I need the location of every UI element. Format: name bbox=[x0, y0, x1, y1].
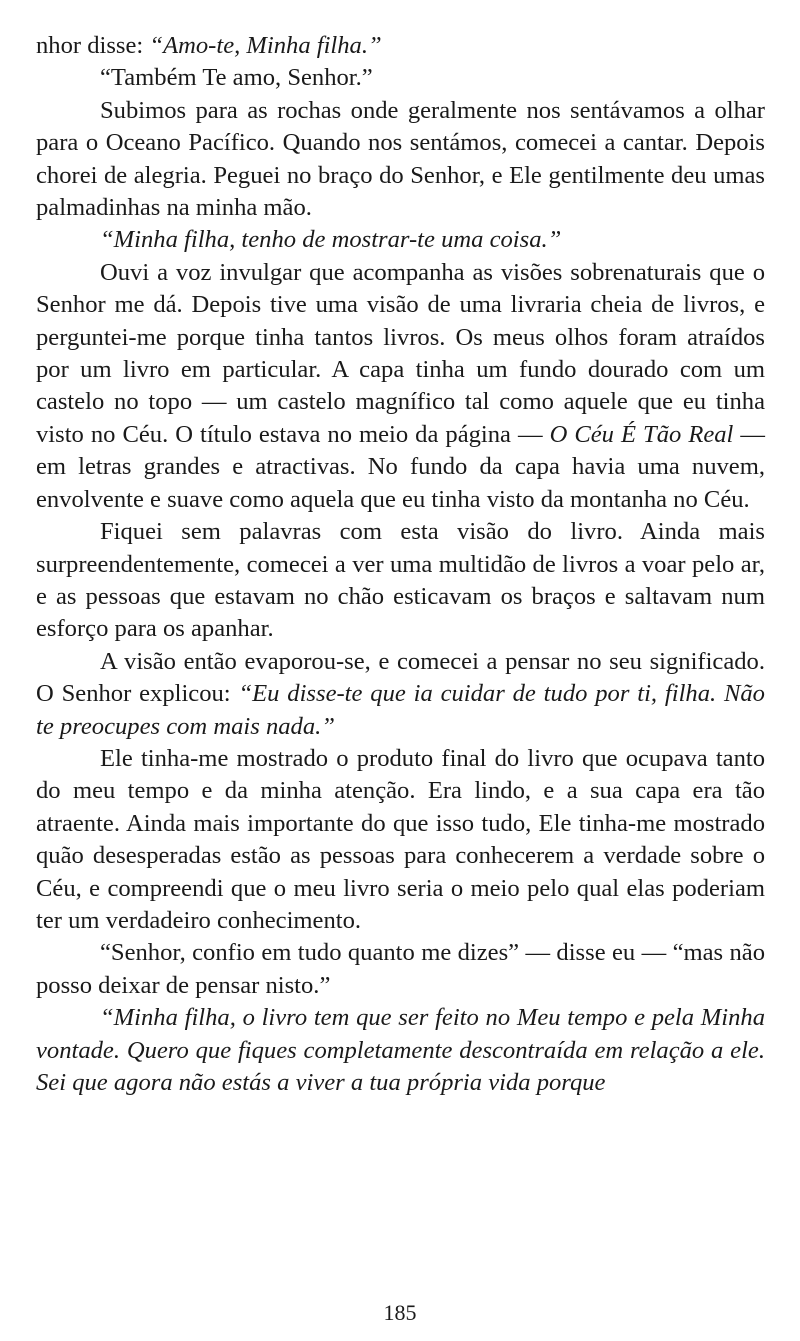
paragraph bbox=[36, 62, 765, 94]
text-span-italic: “Minha filha, o livro tem que ser feito no Meu tempo e pela Minha vontade. Quero que fiques completamente descontraída em relação a ele. Sei que agora não estás a viver a tua própria vida porque bbox=[36, 1004, 765, 1096]
text-span: — em letras grandes e atractivas. No fundo da capa havia uma nuvem, envolvente e suave como aquela que eu tinha visto da montanha no Céu. bbox=[36, 420, 765, 513]
text-span: Ouvi a voz invulgar que acompanha as visões sobrenaturais que o Senhor me dá. Depois tive uma visão de uma livraria cheia de livros, e perguntei-me porque tinha tantos livros. Os meus olhos foram atraídos por um livro em particular. A capa tinha um fundo dourado com um castelo no topo — um castelo magnífico tal como aquele que eu tinha visto no Céu. O título estava no meio da página — bbox=[36, 258, 765, 448]
paragraph bbox=[36, 516, 765, 646]
text-span-italic: “Eu disse-te que ia cuidar de tudo por ti, filha. Não te preocupes com mais nada.” bbox=[36, 680, 765, 740]
text-span: Subimos para as rochas onde geralmente nos sentávamos a olhar para o Oceano Pacífico. Quando nos sentámos, comecei a cantar. Depois chorei de alegria. Peguei no braço do Senhor, e Ele gentilmente deu umas palmadinhas na minha mão. bbox=[36, 96, 765, 222]
text-span: “Senhor, confio em tudo quanto me dizes” — disse eu — “mas não posso deixar de pensar nisto.” bbox=[36, 939, 765, 999]
text-span: Fiquei sem palavras com esta visão do livro. Ainda mais surpreendentemente, comecei a ver uma multidão de livros a voar pelo ar, e as pessoas que estavam no chão esticavam os braços e saltavam num esforço para os apanhar. bbox=[36, 518, 765, 643]
text-span-italic: “Amo-te, Minha filha.” bbox=[149, 32, 382, 59]
paragraph bbox=[36, 30, 765, 62]
paragraph bbox=[36, 1002, 765, 1099]
page-number: 185 bbox=[383, 1300, 417, 1325]
text-span: nhor disse: bbox=[36, 32, 150, 59]
book-title-italic: O Céu É Tão Real bbox=[549, 420, 734, 448]
text-span: “Também Te amo, Senhor.” bbox=[100, 64, 373, 92]
paragraph bbox=[36, 95, 765, 225]
paragraph bbox=[36, 257, 765, 516]
text-span: Ele tinha-me mostrado o produto final do livro que ocupava tanto do meu tempo e da minha atenção. Era lindo, e a sua capa era tão atraente. Ainda mais importante do que isso tudo, Ele tinha-me mostrado quão desesperadas estão as pessoas para conhecerem a verdade sobre o Céu, e compreendi que o meu livro seria o meio pelo qual elas poderiam ter um verdadeiro conhecimento. bbox=[36, 744, 765, 934]
paragraph bbox=[36, 743, 765, 937]
paragraph bbox=[36, 224, 765, 256]
paragraph bbox=[36, 937, 765, 1002]
paragraph bbox=[36, 646, 765, 743]
text-span: A visão então evaporou-se, e comecei a pensar no seu significado. O Senhor explicou: bbox=[36, 647, 765, 708]
text-span-italic: “Minha filha, tenho de mostrar-te uma coisa.” bbox=[100, 226, 562, 254]
book-page-text bbox=[36, 30, 765, 1099]
